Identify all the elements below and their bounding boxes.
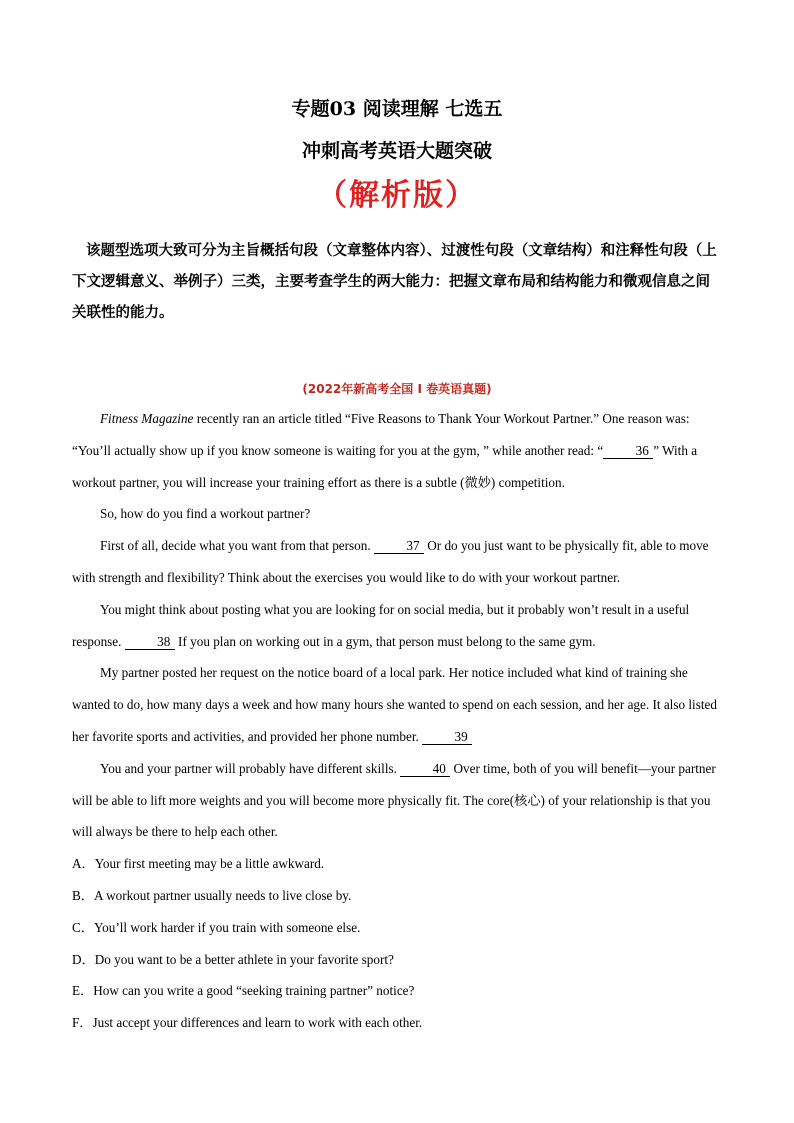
reading-passage (72, 403, 724, 1039)
passage-text: If you plan on working out in a gym, that person must belong to the same gym. (174, 633, 596, 649)
passage-paragraph-6 (72, 753, 724, 848)
blank-40[interactable]: 40 (400, 761, 450, 777)
intro-paragraph: 该题型选项大致可分为主旨概括句段（文章整体内容）、过渡性句段（文章结构）和注释性句段（上下文逻辑意义、举例子）三类，主要考查学生的两大能力：把握文章布局和结构能力和微观信息之间关联性的能力。 (72, 243, 717, 321)
passage-paragraph-4 (72, 594, 724, 658)
blank-37[interactable]: 37 (374, 538, 424, 554)
option-c[interactable]: C．You’ll work harder if you train with someone else. (72, 919, 361, 935)
option-e[interactable]: E．How can you write a good “seeking training partner” notice? (72, 983, 415, 999)
page-subtitle: 冲刺高考英语大题突破 (301, 140, 492, 162)
passage-paragraph-2: So, how do you find a workout partner? (100, 506, 311, 522)
option-d[interactable]: D．Do you want to be a better athlete in your favorite sport? (72, 951, 394, 967)
page-title: 专题03 阅读理解 七选五 (291, 98, 503, 120)
passage-text: You might think about posting what you are looking for on social media, but it probably won’t result in a useful response. (72, 601, 690, 649)
blank-36[interactable]: 36 (603, 443, 653, 459)
passage-text: You and your partner will probably have different skills. (100, 760, 401, 776)
option-b[interactable]: B．A workout partner usually needs to live close by. (72, 887, 352, 903)
passage-paragraph-5 (72, 657, 724, 752)
passage-text: recently ran an article titled “Five Reasons to Thank Your Workout Partner.” One reason was: “You’ll actually show up if you know someone is waiting for you at the gym, ” while another read: “ (72, 411, 690, 458)
passage-paragraph-1 (72, 403, 724, 498)
magazine-name: Fitness Magazine (100, 411, 194, 426)
source-label: (2022年新高考全国 I 卷英语真题) (302, 382, 492, 396)
passage-text: My partner posted her request on the notice board of a local park. Her notice included what kind of training she wanted to do, how many days a week and how many hours she wanted to spend on each session, and her age. It also listed her favorite sports and activities, and provided her phone number. (72, 665, 717, 744)
passage-paragraph-3 (72, 530, 724, 594)
passage-text: Or do you just want to be physically fit, able to move with strength and flexibility? Think about the exercises you would like to do with your workout partner. (72, 538, 709, 585)
option-a[interactable]: A．Your first meeting may be a little awkward. (72, 856, 325, 872)
passage-text: Over time, both of you will benefit—your partner will be able to lift more weights and you will become more physically fit. The core(核心) of your relationship is that you will always be there to help each other. (72, 760, 716, 840)
passage-text: ” With a workout partner, you will increase your training effort as there is a subtle (微妙) competition. (72, 442, 698, 490)
passage-text: First of all, decide what you want from that person. (100, 538, 374, 554)
blank-39[interactable]: 39 (422, 729, 472, 745)
blank-38[interactable]: 38 (125, 634, 175, 650)
option-f[interactable]: F．Just accept your differences and learn to work with each other. (72, 1015, 423, 1031)
edition-label: （解析版） (317, 178, 477, 213)
